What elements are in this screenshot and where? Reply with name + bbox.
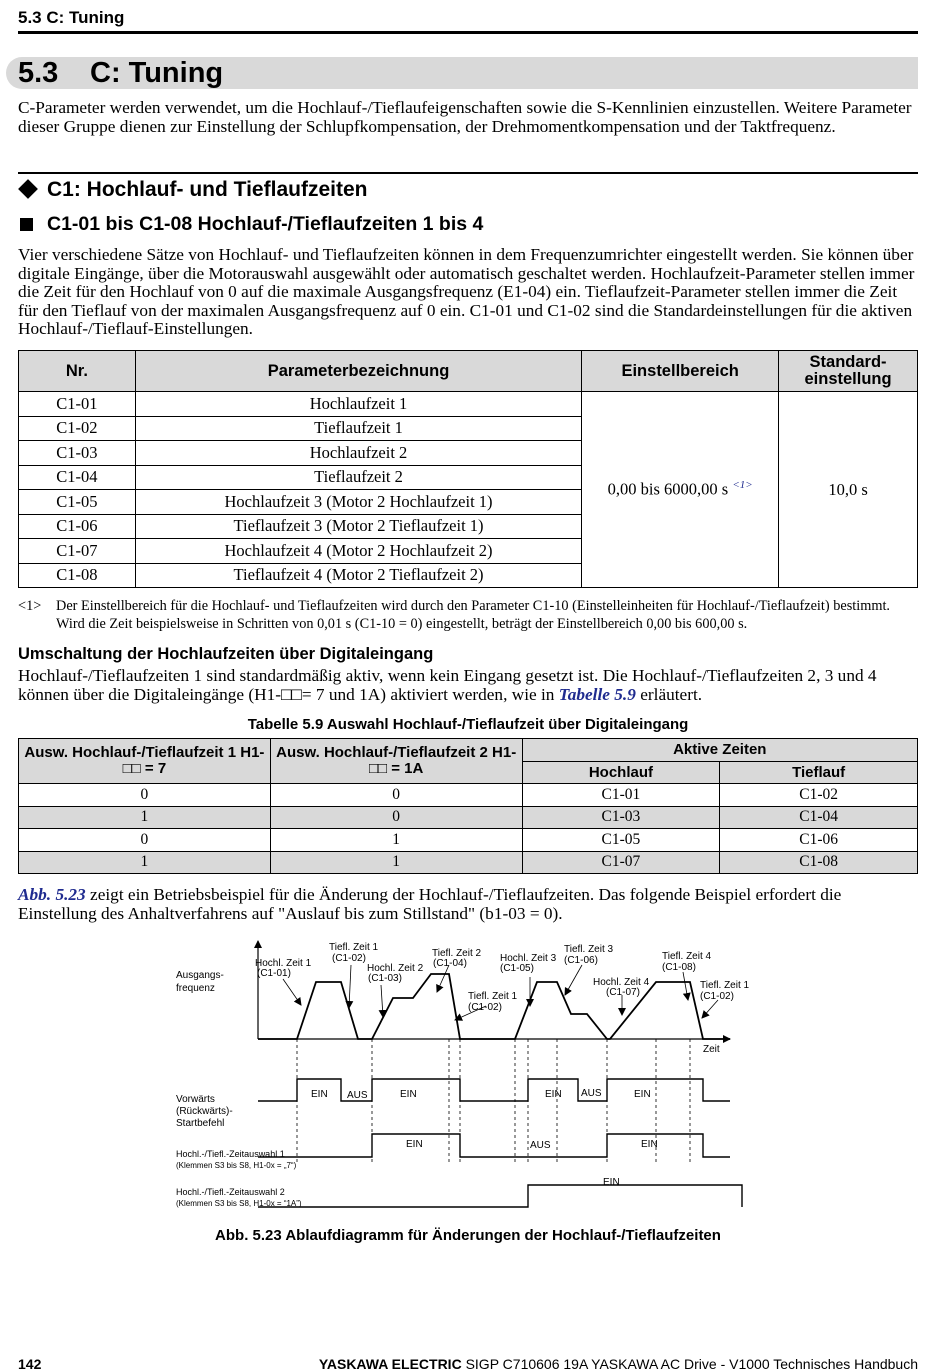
decel-value: C1-06 bbox=[720, 829, 918, 852]
state-off: AUS bbox=[530, 1140, 551, 1151]
section-name: C: Tuning bbox=[90, 57, 224, 89]
param-default: 10,0 s bbox=[779, 392, 918, 588]
state-on: EIN bbox=[406, 1139, 423, 1150]
subsection-rule bbox=[18, 172, 918, 174]
footer-brand: YASKAWA ELECTRIC bbox=[318, 1356, 462, 1372]
page-number: 142 bbox=[18, 1356, 42, 1372]
footnote-ref[interactable]: <1> bbox=[732, 479, 753, 492]
param-name: Tieflaufzeit 3 (Motor 2 Tieflaufzeit 1) bbox=[135, 514, 581, 539]
select1-signal bbox=[258, 1134, 730, 1157]
c101-heading-text: C1-01 bis C1-08 Hochlauf-/Tieflaufzeiten 1 bis 4 bbox=[47, 213, 484, 235]
sel2-value: 0 bbox=[270, 806, 522, 829]
parameter-table bbox=[18, 350, 918, 588]
c101-heading bbox=[18, 213, 483, 236]
sel2-label-2: (Klemmen S3 bis S8, H1-0x = “1A”) bbox=[176, 1199, 302, 1208]
param-name: Tieflaufzeit 2 bbox=[135, 465, 581, 490]
run-label-2: (Rückwärts)- bbox=[176, 1106, 233, 1117]
table-row bbox=[19, 806, 918, 829]
accel-value: C1-05 bbox=[522, 829, 720, 852]
state-on: EIN bbox=[634, 1089, 651, 1100]
seg-label: Hochl. Zeit 4 bbox=[593, 977, 650, 988]
figure-caption: Abb. 5.23 Ablaufdiagramm für Änderungen der Hochlauf-/Tieflaufzeiten bbox=[215, 1227, 721, 1244]
col-header-active: Aktive Zeiten bbox=[522, 739, 917, 762]
param-nr: C1-04 bbox=[19, 465, 136, 490]
y-label-2: frequenz bbox=[176, 983, 215, 994]
state-on: EIN bbox=[641, 1139, 658, 1150]
seg-label: Hochl. Zeit 1 bbox=[255, 958, 312, 969]
seg-label: Tiefl. Zeit 2 bbox=[432, 948, 482, 959]
state-off: AUS bbox=[347, 1090, 368, 1101]
seg-label: Tiefl. Zeit 3 bbox=[564, 944, 614, 955]
param-nr: C1-08 bbox=[19, 563, 136, 588]
fig-5-23-link[interactable]: Abb. 5.23 bbox=[18, 885, 86, 904]
col-header-accel: Hochlauf bbox=[522, 762, 720, 784]
footnote-text: Der Einstellbereich für die Hochlauf- und Tieflaufzeiten wird durch den Parameter C1-10 (Einstelleinheiten für Hochlauf-/Tieflaufzeit) bestimmt. Wird die Zeit beispielsweise in Schritten von 0,01 s (C1-10 = 0) eingestellt, beträgt der Einstellbereich 0,00 bis 600,00 s. bbox=[56, 598, 890, 632]
col-header-range: Einstellbereich bbox=[582, 351, 779, 392]
sel1-value: 0 bbox=[19, 829, 271, 852]
seg-label: Tiefl. Zeit 1 bbox=[700, 980, 750, 991]
state-on: EIN bbox=[311, 1089, 328, 1100]
section-number: 5.3 bbox=[18, 57, 59, 89]
footer-doc: SIGP C710606 19A YASKAWA AC Drive - V1000 Technisches Handbuch bbox=[465, 1356, 918, 1372]
state-on: EIN bbox=[545, 1089, 562, 1100]
state-on: EIN bbox=[603, 1177, 620, 1188]
param-nr: C1-07 bbox=[19, 539, 136, 564]
seg-label: (C1-07) bbox=[606, 987, 640, 998]
c1-heading bbox=[18, 178, 367, 202]
seg-label: (C1-03) bbox=[368, 973, 402, 984]
seg-label: Tiefl. Zeit 4 bbox=[662, 951, 712, 962]
footnote-label: <1> bbox=[18, 598, 42, 614]
param-name: Hochlaufzeit 2 bbox=[135, 441, 581, 466]
sel1-value: 0 bbox=[19, 784, 271, 807]
seg-label: Tiefl. Zeit 1 bbox=[468, 991, 518, 1002]
seg-label: (C1-04) bbox=[433, 958, 467, 969]
seg-label: (C1-01) bbox=[257, 968, 291, 979]
running-header: 5.3 C: Tuning bbox=[18, 8, 125, 27]
footnote bbox=[18, 597, 918, 633]
sel2-value: 1 bbox=[270, 829, 522, 852]
param-name: Hochlaufzeit 3 (Motor 2 Hochlaufzeit 1) bbox=[135, 490, 581, 515]
sel2-value: 1 bbox=[270, 851, 522, 874]
table-5-9-link[interactable]: Tabelle 5.9 bbox=[558, 684, 636, 704]
seg-label: Tiefl. Zeit 1 bbox=[329, 942, 379, 953]
seg-label: (C1-02) bbox=[468, 1002, 502, 1013]
accel-value: C1-01 bbox=[522, 784, 720, 807]
run-label-3: Startbefehl bbox=[176, 1118, 225, 1129]
param-nr: C1-01 bbox=[19, 392, 136, 417]
param-name: Tieflaufzeit 1 bbox=[135, 416, 581, 441]
col-header-sel1: Ausw. Hochlauf-/Tieflaufzeit 1 H1-□□ = 7 bbox=[19, 739, 271, 784]
sel1-label-1: Hochl.-/Tiefl.-Zeitauswahl 1 bbox=[176, 1149, 285, 1159]
col-header-default: Standard- einstellung bbox=[779, 351, 918, 392]
decel-value: C1-08 bbox=[720, 851, 918, 874]
section-title bbox=[18, 57, 223, 90]
example-paragraph: Abb. 5.23 zeigt ein Betriebsbeispiel für die Änderung der Hochlauf-/Tieflaufzeiten. Das folgende Beispiel erfordert die Einstellung des Anhaltverfahrens auf "Auslauf bis zum Stillstand" (b1-03 = 0). bbox=[18, 885, 842, 923]
param-nr: C1-05 bbox=[19, 490, 136, 515]
param-nr: C1-02 bbox=[19, 416, 136, 441]
table-row bbox=[19, 392, 918, 417]
seg-label: (C1-08) bbox=[662, 962, 696, 973]
sel1-label-2: (Klemmen S3 bis S8, H1-0x = „7“) bbox=[176, 1161, 297, 1170]
c1-description: Vier verschiedene Sätze von Hochlauf- und Tieflaufzeiten können in dem Frequenzumrichter eingestellt werden. Sie können über digitale Eingänge, über die Motorauswahl ausgewählt oder automatisch geschaltet werden. Hochlaufzeit-Parameter stellen immer die Zeit für den Hochlauf von 0 auf die maximale Ausgangsfrequenz (E1-04) ein. Tieflaufzeit-Parameter stellen immer die Zeit für den Tieflauf von der maximalen Ausgangsfrequenz auf 0 ein. C1-01 und C1-02 sind die Standardeinstellungen für die aktiven Hochlauf-/Tieflauf-Einstellungen. bbox=[18, 245, 915, 339]
table-row bbox=[19, 851, 918, 874]
param-nr: C1-03 bbox=[19, 441, 136, 466]
seg-label: (C1-05) bbox=[500, 963, 534, 974]
sel2-value: 0 bbox=[270, 784, 522, 807]
param-name: Hochlaufzeit 1 bbox=[135, 392, 581, 417]
decel-value: C1-04 bbox=[720, 806, 918, 829]
run-command-signal bbox=[258, 1079, 730, 1101]
time-label: Zeit bbox=[703, 1044, 720, 1055]
header-rule bbox=[18, 31, 918, 34]
sel1-value: 1 bbox=[19, 851, 271, 874]
decel-value: C1-02 bbox=[720, 784, 918, 807]
seg-label: (C1-02) bbox=[700, 991, 734, 1002]
table2-caption: Tabelle 5.9 Auswahl Hochlauf-/Tieflaufzeit über Digitaleingang bbox=[247, 716, 689, 733]
switching-paragraph: Hochlauf-/Tieflaufzeiten 1 sind standardmäßig aktiv, wenn kein Eingang gesetzt ist. Die Hochlauf-/Tieflaufzeiten 2, 3 und 4 können über die Digitaleingänge (H1-□□= 7 und 1A) aktiviert werden, wie in Tabelle 5.9 erläutert. bbox=[18, 666, 877, 704]
table-row bbox=[19, 829, 918, 852]
square-bullet-icon bbox=[20, 218, 33, 231]
sel1-value: 1 bbox=[19, 806, 271, 829]
seg-label: (C1-06) bbox=[564, 955, 598, 966]
accel-value: C1-03 bbox=[522, 806, 720, 829]
col-header-sel2: Ausw. Hochlauf-/Tieflaufzeit 2 H1-□□ = 1A bbox=[270, 739, 522, 784]
state-on: EIN bbox=[400, 1089, 417, 1100]
timing-diagram bbox=[0, 935, 950, 1225]
run-label-1: Vorwärts bbox=[176, 1094, 215, 1105]
seg-label: Hochl. Zeit 3 bbox=[500, 953, 557, 964]
col-header-name: Parameterbezeichnung bbox=[135, 351, 581, 392]
sel2-label-1: Hochl.-/Tiefl.-Zeitauswahl 2 bbox=[176, 1187, 285, 1197]
param-name: Hochlaufzeit 4 (Motor 2 Hochlaufzeit 2) bbox=[135, 539, 581, 564]
switching-heading: Umschaltung der Hochlaufzeiten über Digitaleingang bbox=[18, 645, 434, 663]
y-label-1: Ausgangs- bbox=[176, 970, 224, 981]
param-name: Tieflaufzeit 4 (Motor 2 Tieflaufzeit 2) bbox=[135, 563, 581, 588]
seg-label: Hochl. Zeit 2 bbox=[367, 963, 424, 974]
select2-signal bbox=[258, 1185, 742, 1207]
intro-paragraph: C-Parameter werden verwendet, um die Hochlauf-/Tieflaufeigenschaften sowie die S-Kennlinien einzustellen. Weitere Parameter dieser Gruppe dienen zur Einstellung der Schlupfkompensation, der Drehmomentkompensation und der Taktfrequenz. bbox=[18, 98, 912, 136]
footer-text bbox=[319, 1356, 918, 1372]
diamond-bullet-icon bbox=[18, 180, 38, 200]
accel-select-table bbox=[18, 738, 918, 874]
state-off: AUS bbox=[581, 1088, 602, 1099]
param-range: 0,00 bis 6000,00 s $^{<1>}$ bbox=[582, 392, 779, 588]
seg-label: (C1-02) bbox=[332, 953, 366, 964]
col-header-decel: Tieflauf bbox=[720, 762, 918, 784]
c1-heading-text: C1: Hochlauf- und Tieflaufzeiten bbox=[47, 178, 368, 201]
accel-value: C1-07 bbox=[522, 851, 720, 874]
param-nr: C1-06 bbox=[19, 514, 136, 539]
col-header-nr: Nr. bbox=[19, 351, 136, 392]
table-row bbox=[19, 784, 918, 807]
